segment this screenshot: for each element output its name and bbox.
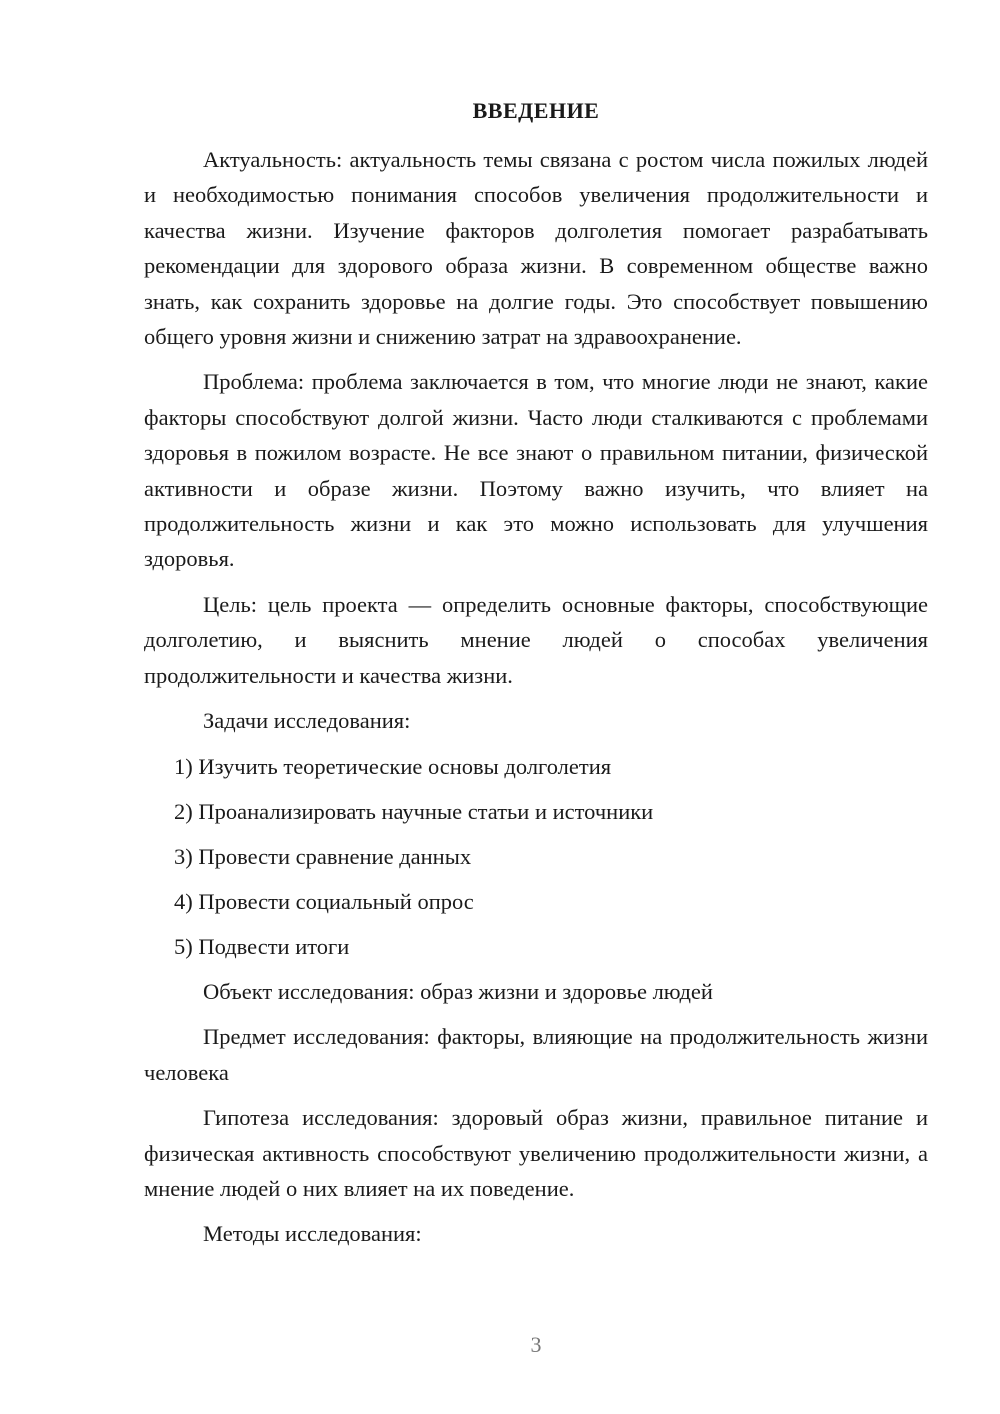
tasks-heading: Задачи исследования: [203,708,411,734]
page-number: 3 [530,1332,542,1357]
document-page [144,0,928,1414]
task-item: 1) Изучить теоретические основы долголетия [174,753,612,779]
object-paragraph: Объект исследования: образ жизни и здоровье людей [203,978,713,1004]
problem-paragraph: Проблема: проблема заключается в том, что многие люди не знают, какие факторы способствуют долгой жизни. Часто люди сталкиваются с проблемами здоровья в пожилом возрасте. Не все знают о правильном питании, физической активности и образе жизни. Поэтому важно изучить, что влияет на продолжительность жизни и как это можно использовать для улучшения здоровья. [144,369,928,572]
document-body [144,142,928,1262]
methods-heading: Методы исследования: [203,1221,422,1247]
goal-paragraph: Цель: цель проекта — определить основные факторы, способствующие долголетию, и выяснить мнение людей о способах увеличения продолжительности и качества жизни. [144,591,928,688]
task-item: 4) Провести социальный опрос [174,888,474,914]
section-title: ВВЕДЕНИЕ [472,98,600,123]
task-item: 5) Подвести итоги [174,933,350,959]
subject-paragraph: Предмет исследования: факторы, влияющие на продолжительность жизни человека [144,1024,928,1085]
relevance-paragraph: Актуальность: актуальность темы связана с ростом числа пожилых людей и необходимостью понимания способов увеличения продолжительности и качества жизни. Изучение факторов долголетия помогает разрабатывать рекомендации для здорового образа жизни. В современном обществе важно знать, как сохранить здоровье на долгие годы. Это способствует повышению общего уровня жизни и снижению затрат на здравоохранение. [144,147,928,350]
hypothesis-paragraph: Гипотеза исследования: здоровый образ жизни, правильное питание и физическая активность способствуют увеличению продолжительности жизни, а мнение людей о них влияет на их поведение. [144,1105,928,1201]
task-item: 2) Проанализировать научные статьи и источники [174,798,654,824]
task-item: 3) Провести сравнение данных [174,843,472,869]
